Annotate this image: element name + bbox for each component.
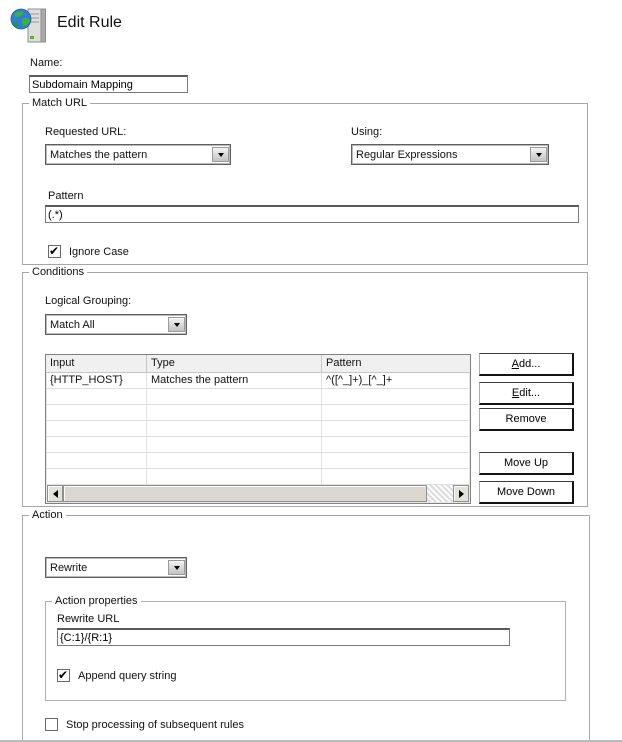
conditions-legend: Conditions (29, 266, 87, 278)
conditions-table[interactable] (45, 354, 471, 504)
match-url-legend: Match URL (29, 97, 90, 109)
pattern-label: Pattern (48, 190, 84, 202)
requested-url-label: Requested URL: (45, 126, 127, 138)
empty-row (46, 421, 470, 437)
cell-pattern: ^([^_]+)_[^_]+ (326, 374, 393, 386)
column-header-input[interactable]: Input (46, 355, 147, 372)
action-group (22, 509, 590, 742)
requested-url-select[interactable] (45, 144, 231, 165)
column-header-type[interactable]: Type (147, 355, 322, 372)
requested-url-value: Matches the pattern (50, 148, 148, 161)
condition-row[interactable] (46, 373, 470, 389)
append-query-string-checkbox[interactable] (57, 669, 70, 682)
move-up-button[interactable]: Move Up (479, 452, 574, 475)
logical-grouping-select[interactable] (45, 314, 187, 335)
edit-button[interactable]: Edit... (479, 382, 574, 405)
ignore-case-label: Ignore Case (69, 245, 129, 258)
remove-button[interactable]: Remove (479, 408, 574, 431)
column-header-pattern[interactable]: Pattern (326, 357, 362, 369)
dropdown-button[interactable] (212, 147, 229, 162)
match-url-group (22, 97, 588, 265)
stop-processing-label: Stop processing of subsequent rules (66, 718, 244, 731)
empty-row (46, 469, 470, 485)
cell-type: Matches the pattern (147, 373, 322, 388)
cell-input: {HTTP_HOST} (46, 373, 147, 388)
using-value: Regular Expressions (356, 148, 458, 161)
action-properties-group (45, 595, 566, 701)
table-header (46, 355, 470, 373)
chevron-down-icon (536, 153, 542, 160)
scrollbar-track[interactable] (427, 485, 453, 502)
dropdown-button[interactable] (530, 147, 547, 162)
logical-grouping-value: Match All (50, 318, 95, 331)
pattern-input[interactable] (45, 205, 579, 223)
chevron-down-icon (174, 323, 180, 330)
action-legend: Action (29, 509, 66, 521)
rewrite-url-input[interactable] (57, 628, 510, 646)
action-type-value: Rewrite (50, 561, 88, 574)
conditions-group (22, 266, 588, 507)
rewrite-url-label: Rewrite URL (57, 613, 120, 625)
using-label: Using: (351, 126, 383, 138)
triangle-left-icon (49, 490, 58, 498)
append-query-string-label: Append query string (78, 669, 177, 682)
scrollbar-thumb[interactable] (63, 485, 427, 502)
using-select[interactable] (351, 144, 549, 165)
horizontal-scrollbar[interactable] (47, 485, 469, 502)
add-button[interactable]: Add... (479, 353, 574, 376)
stop-processing-checkbox[interactable] (45, 718, 58, 731)
empty-row (46, 405, 470, 421)
name-label: Name: (30, 57, 63, 69)
chevron-down-icon (174, 566, 180, 573)
empty-row (46, 437, 470, 453)
ignore-case-checkbox[interactable] (48, 245, 61, 258)
action-properties-legend: Action properties (52, 595, 141, 607)
name-input[interactable] (29, 75, 188, 93)
move-down-button[interactable]: Move Down (479, 481, 574, 504)
triangle-right-icon (459, 490, 468, 498)
action-type-select[interactable] (45, 557, 187, 578)
empty-row (46, 453, 470, 469)
scroll-left-button[interactable] (47, 485, 63, 502)
dropdown-button[interactable] (168, 560, 185, 575)
empty-row (46, 389, 470, 405)
chevron-down-icon (218, 153, 224, 160)
url-rewrite-icon (10, 6, 52, 46)
scroll-right-button[interactable] (453, 485, 469, 502)
dropdown-button[interactable] (168, 317, 185, 332)
logical-grouping-label: Logical Grouping: (45, 295, 132, 307)
page-title: Edit Rule (57, 14, 122, 31)
